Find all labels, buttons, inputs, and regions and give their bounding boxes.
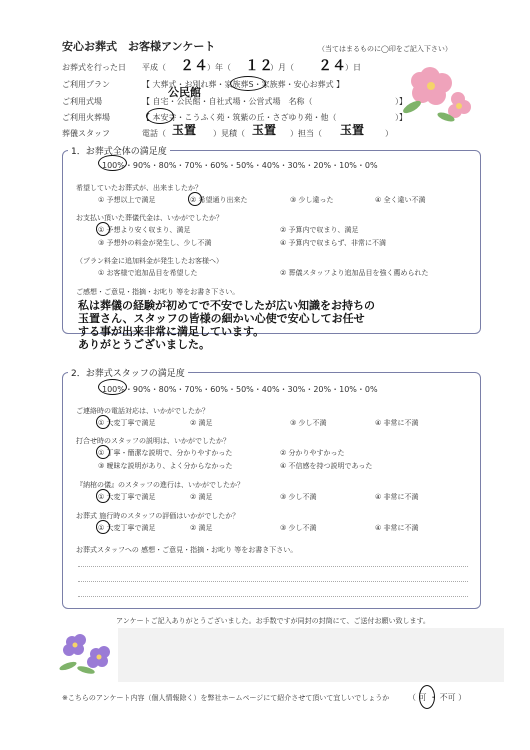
s1-q1-opt2: ② 希望通り出来た — [190, 196, 248, 204]
consent-options: （ 可 ・ 不可 ） — [408, 693, 467, 702]
s2-q4: お葬式 施行時のスタッフの評価はいかがでしたか？ — [76, 512, 240, 520]
s2-comment-line — [78, 566, 468, 567]
s2-q2: 打合せ時のスタッフの説明は、いかがでしたか？ — [76, 437, 230, 445]
venue-end: ）】 — [395, 97, 407, 106]
date-era: 平成（ — [142, 63, 166, 72]
consent-question: ※こちらのアンケート内容（個人情報除く）を弊社ホームページにて紹介させて頂いて宜しいでしょうか — [62, 694, 390, 702]
crematorium-label: ご利用火葬場 — [62, 113, 110, 122]
thanks-text: アンケートご記入ありがとうございました。お手数ですが同封の封筒にて、ご送付お願い致します。 — [116, 617, 430, 625]
s1-q3-opt1: ① お客様で追加品目を希望した — [98, 269, 198, 277]
s2-q4-opt4: ④ 非常に不満 — [375, 524, 419, 532]
plan-label: ご利用プラン — [62, 80, 110, 89]
plan-selection-circle — [230, 76, 266, 91]
date-label: お葬式を行った日 — [62, 63, 126, 72]
staff-meet-name: 玉置 — [252, 123, 277, 137]
section1-selected-circle — [98, 155, 127, 171]
s2-q4-opt3: ③ 少し不満 — [280, 524, 317, 532]
s2-q1-opt2: ② 満足 — [190, 419, 213, 427]
s2-q3-opt2: ② 満足 — [190, 493, 213, 501]
staff-phone-name: 玉置 — [172, 123, 197, 137]
s2-q1-opt4: ④ 非常に不満 — [375, 419, 419, 427]
s1-q2-opt3: ③ 予想外の料金が発生し、少し不満 — [98, 239, 212, 247]
s1-q1: 希望していたお葬式が、出来ましたか？ — [76, 184, 202, 192]
s2-comment-line — [78, 581, 468, 582]
date-day: ２４ — [318, 58, 346, 74]
venue-handwritten: 公民館 — [168, 86, 201, 99]
date-day-unit: ）日 — [345, 63, 361, 72]
section2-scale: 100%・90%・80%・70%・60%・50%・40%・30%・20%・10%・0% — [102, 385, 378, 394]
s2-q2-opt2: ② 分かりやすかった — [280, 449, 345, 457]
s1-comment-line2: 玉置さん、スタッフの皆様の細かい心使で安心してお任せ — [78, 312, 365, 325]
s2-q4-opt1: ① 大変丁寧で満足 — [98, 524, 156, 532]
s1-q1-opt1: ① 予想以上で満足 — [98, 196, 156, 204]
section2-heading: 2．お葬式スタッフの満足度 — [68, 366, 188, 379]
staff-label: 葬儀スタッフ — [62, 129, 110, 138]
s1-q1-circle — [188, 192, 202, 206]
s2-comment-line — [78, 596, 468, 597]
staff-charge-label: ）担当（ — [290, 129, 322, 138]
s2-q3-opt3: ③ 少し不満 — [280, 493, 317, 501]
s2-comment-label: お葬式スタッフへの 感想・ご意見・指摘・お叱り 等をお書き下さい。 — [76, 546, 298, 554]
s2-q3-opt1: ① 大変丁寧で満足 — [98, 493, 156, 501]
s1-q3: （プラン料金に追加料金が発生したお客様へ） — [76, 257, 223, 265]
venue-options: 【 自宅・公民館・自社式場・公営式場 名称（ — [142, 97, 313, 106]
flower-illustration — [58, 630, 118, 675]
s2-q2-opt4: ④ 不信感を持つ説明であった — [280, 462, 373, 470]
crematorium-selection-circle — [146, 108, 174, 124]
s1-q3-opt2: ② 葬儀スタッフより追加品目を強く薦められた — [280, 269, 429, 277]
page-title: 安心お葬式 お客様アンケート — [62, 40, 216, 53]
staff-end: ） — [385, 129, 393, 138]
masked-area — [118, 628, 504, 682]
s2-q4-circle — [96, 520, 110, 534]
s2-q2-circle — [96, 445, 110, 459]
s1-comment-label: ご感想・ご意見・指摘・お叱り 等をお書き下さい。 — [76, 288, 240, 296]
staff-meet-label: ）見積（ — [213, 129, 245, 138]
s2-q3-opt4: ④ 非常に不満 — [375, 493, 419, 501]
s2-q3: 『納棺の儀』のスタッフの進行は、いかがでしたか？ — [76, 481, 244, 489]
staff-phone-label: 電話（ — [142, 129, 166, 138]
s2-q2-opt1: ① 丁寧・簡潔な説明で、分かりやすかった — [98, 449, 233, 457]
s1-q2: お支払い頂いた葬儀代金は、いかがでしたか？ — [76, 214, 223, 222]
venue-label: ご利用式場 — [62, 97, 102, 106]
instruction-note: （当てはまるものに◯印をご記入下さい） — [318, 45, 452, 53]
crematorium-options: 【 本安寺・こうふく苑・筑紫の丘・さざゆり苑・他（ — [142, 113, 337, 122]
s2-q1-circle — [96, 415, 110, 429]
date-month-unit: ）月（ — [270, 63, 294, 72]
s1-q1-opt3: ③ 少し違った — [290, 196, 334, 204]
crematorium-end: ）】 — [395, 113, 407, 122]
s1-comment-line4: ありがとうございました。 — [78, 338, 210, 351]
s2-q1-opt3: ③ 少し不満 — [290, 419, 327, 427]
s2-q3-circle — [96, 489, 110, 503]
s2-q2-opt3: ③ 曖昧な説明があり、よく分からなかった — [98, 462, 233, 470]
date-year-unit: ）年（ — [207, 63, 231, 72]
s2-q1: ご連絡時の電話対応は、いかがでしたか？ — [76, 407, 209, 415]
flower-illustration — [400, 55, 472, 125]
s2-q1-opt1: ① 大変丁寧で満足 — [98, 419, 156, 427]
section1-heading: 1．お葬式全体の満足度 — [68, 144, 170, 157]
staff-charge-name: 玉置 — [340, 123, 365, 137]
s1-q2-opt2: ② 予算内で収まり、満足 — [280, 226, 359, 234]
s1-comment-line3: する事が出来非常に満足しています。 — [78, 325, 265, 338]
s2-q4-opt2: ② 満足 — [190, 524, 213, 532]
section1-scale: 100%・90%・80%・70%・60%・50%・40%・30%・20%・10%・0% — [102, 161, 378, 170]
section2-selected-circle — [98, 379, 127, 395]
s1-q2-opt1: ① 予想より安く収まり、満足 — [98, 226, 191, 234]
s1-q2-circle — [96, 222, 110, 236]
s1-q1-opt4: ④ 全く違い不満 — [375, 196, 426, 204]
date-year: ２４ — [180, 58, 208, 74]
s1-q2-opt4: ④ 予算内で収まらず、非常に不満 — [280, 239, 386, 247]
s1-comment-line1: 私は葬儀の経験が初めてで不安でしたが広い知識をお持ちの — [78, 299, 375, 312]
date-month: １２ — [245, 58, 273, 74]
consent-selection-circle — [419, 685, 435, 709]
plan-options: 【 大葬式・お別れ葬・家族葬S・家族葬・安心お葬式 】 — [142, 80, 345, 89]
